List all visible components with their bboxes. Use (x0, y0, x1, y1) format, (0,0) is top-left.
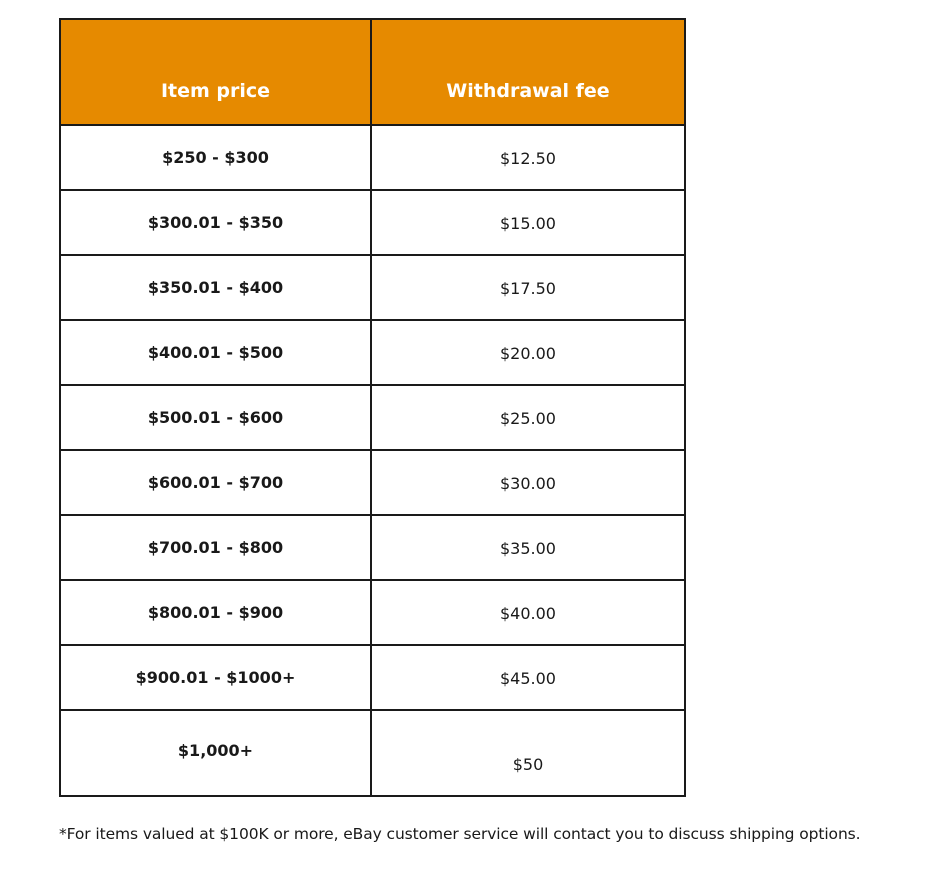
withdrawal-fee-cell: $15.00 (371, 190, 685, 255)
withdrawal-fee-cell: $40.00 (371, 580, 685, 645)
table-header-row (60, 19, 685, 125)
withdrawal-fee-cell: $30.00 (371, 450, 685, 515)
table-row (60, 515, 685, 580)
item-price-cell: $600.01 - $700 (60, 450, 371, 515)
header-withdrawal-fee: Withdrawal fee (371, 19, 685, 125)
table-row (60, 710, 685, 796)
header-item-price: Item price (60, 19, 371, 125)
table-row (60, 125, 685, 190)
table-row (60, 645, 685, 710)
item-price-cell: $500.01 - $600 (60, 385, 371, 450)
withdrawal-fee-cell: $35.00 (371, 515, 685, 580)
table-row (60, 320, 685, 385)
withdrawal-fee-cell: $17.50 (371, 255, 685, 320)
table-row (60, 580, 685, 645)
table-row (60, 450, 685, 515)
item-price-cell: $350.01 - $400 (60, 255, 371, 320)
withdrawal-fee-cell: $12.50 (371, 125, 685, 190)
footnote: *For items valued at $100K or more, eBay customer service will contact you to discuss shipping options. (59, 825, 861, 843)
item-price-cell: $800.01 - $900 (60, 580, 371, 645)
item-price-cell: $700.01 - $800 (60, 515, 371, 580)
withdrawal-fee-cell: $45.00 (371, 645, 685, 710)
withdrawal-fee-table (59, 18, 686, 797)
table-row (60, 255, 685, 320)
item-price-cell: $900.01 - $1000+ (60, 645, 371, 710)
item-price-cell: $1,000+ (60, 710, 371, 796)
item-price-cell: $300.01 - $350 (60, 190, 371, 255)
withdrawal-fee-cell: $20.00 (371, 320, 685, 385)
table-row (60, 385, 685, 450)
item-price-cell: $250 - $300 (60, 125, 371, 190)
withdrawal-fee-cell: $25.00 (371, 385, 685, 450)
table-row (60, 190, 685, 255)
withdrawal-fee-cell: $50 (371, 710, 685, 796)
item-price-cell: $400.01 - $500 (60, 320, 371, 385)
